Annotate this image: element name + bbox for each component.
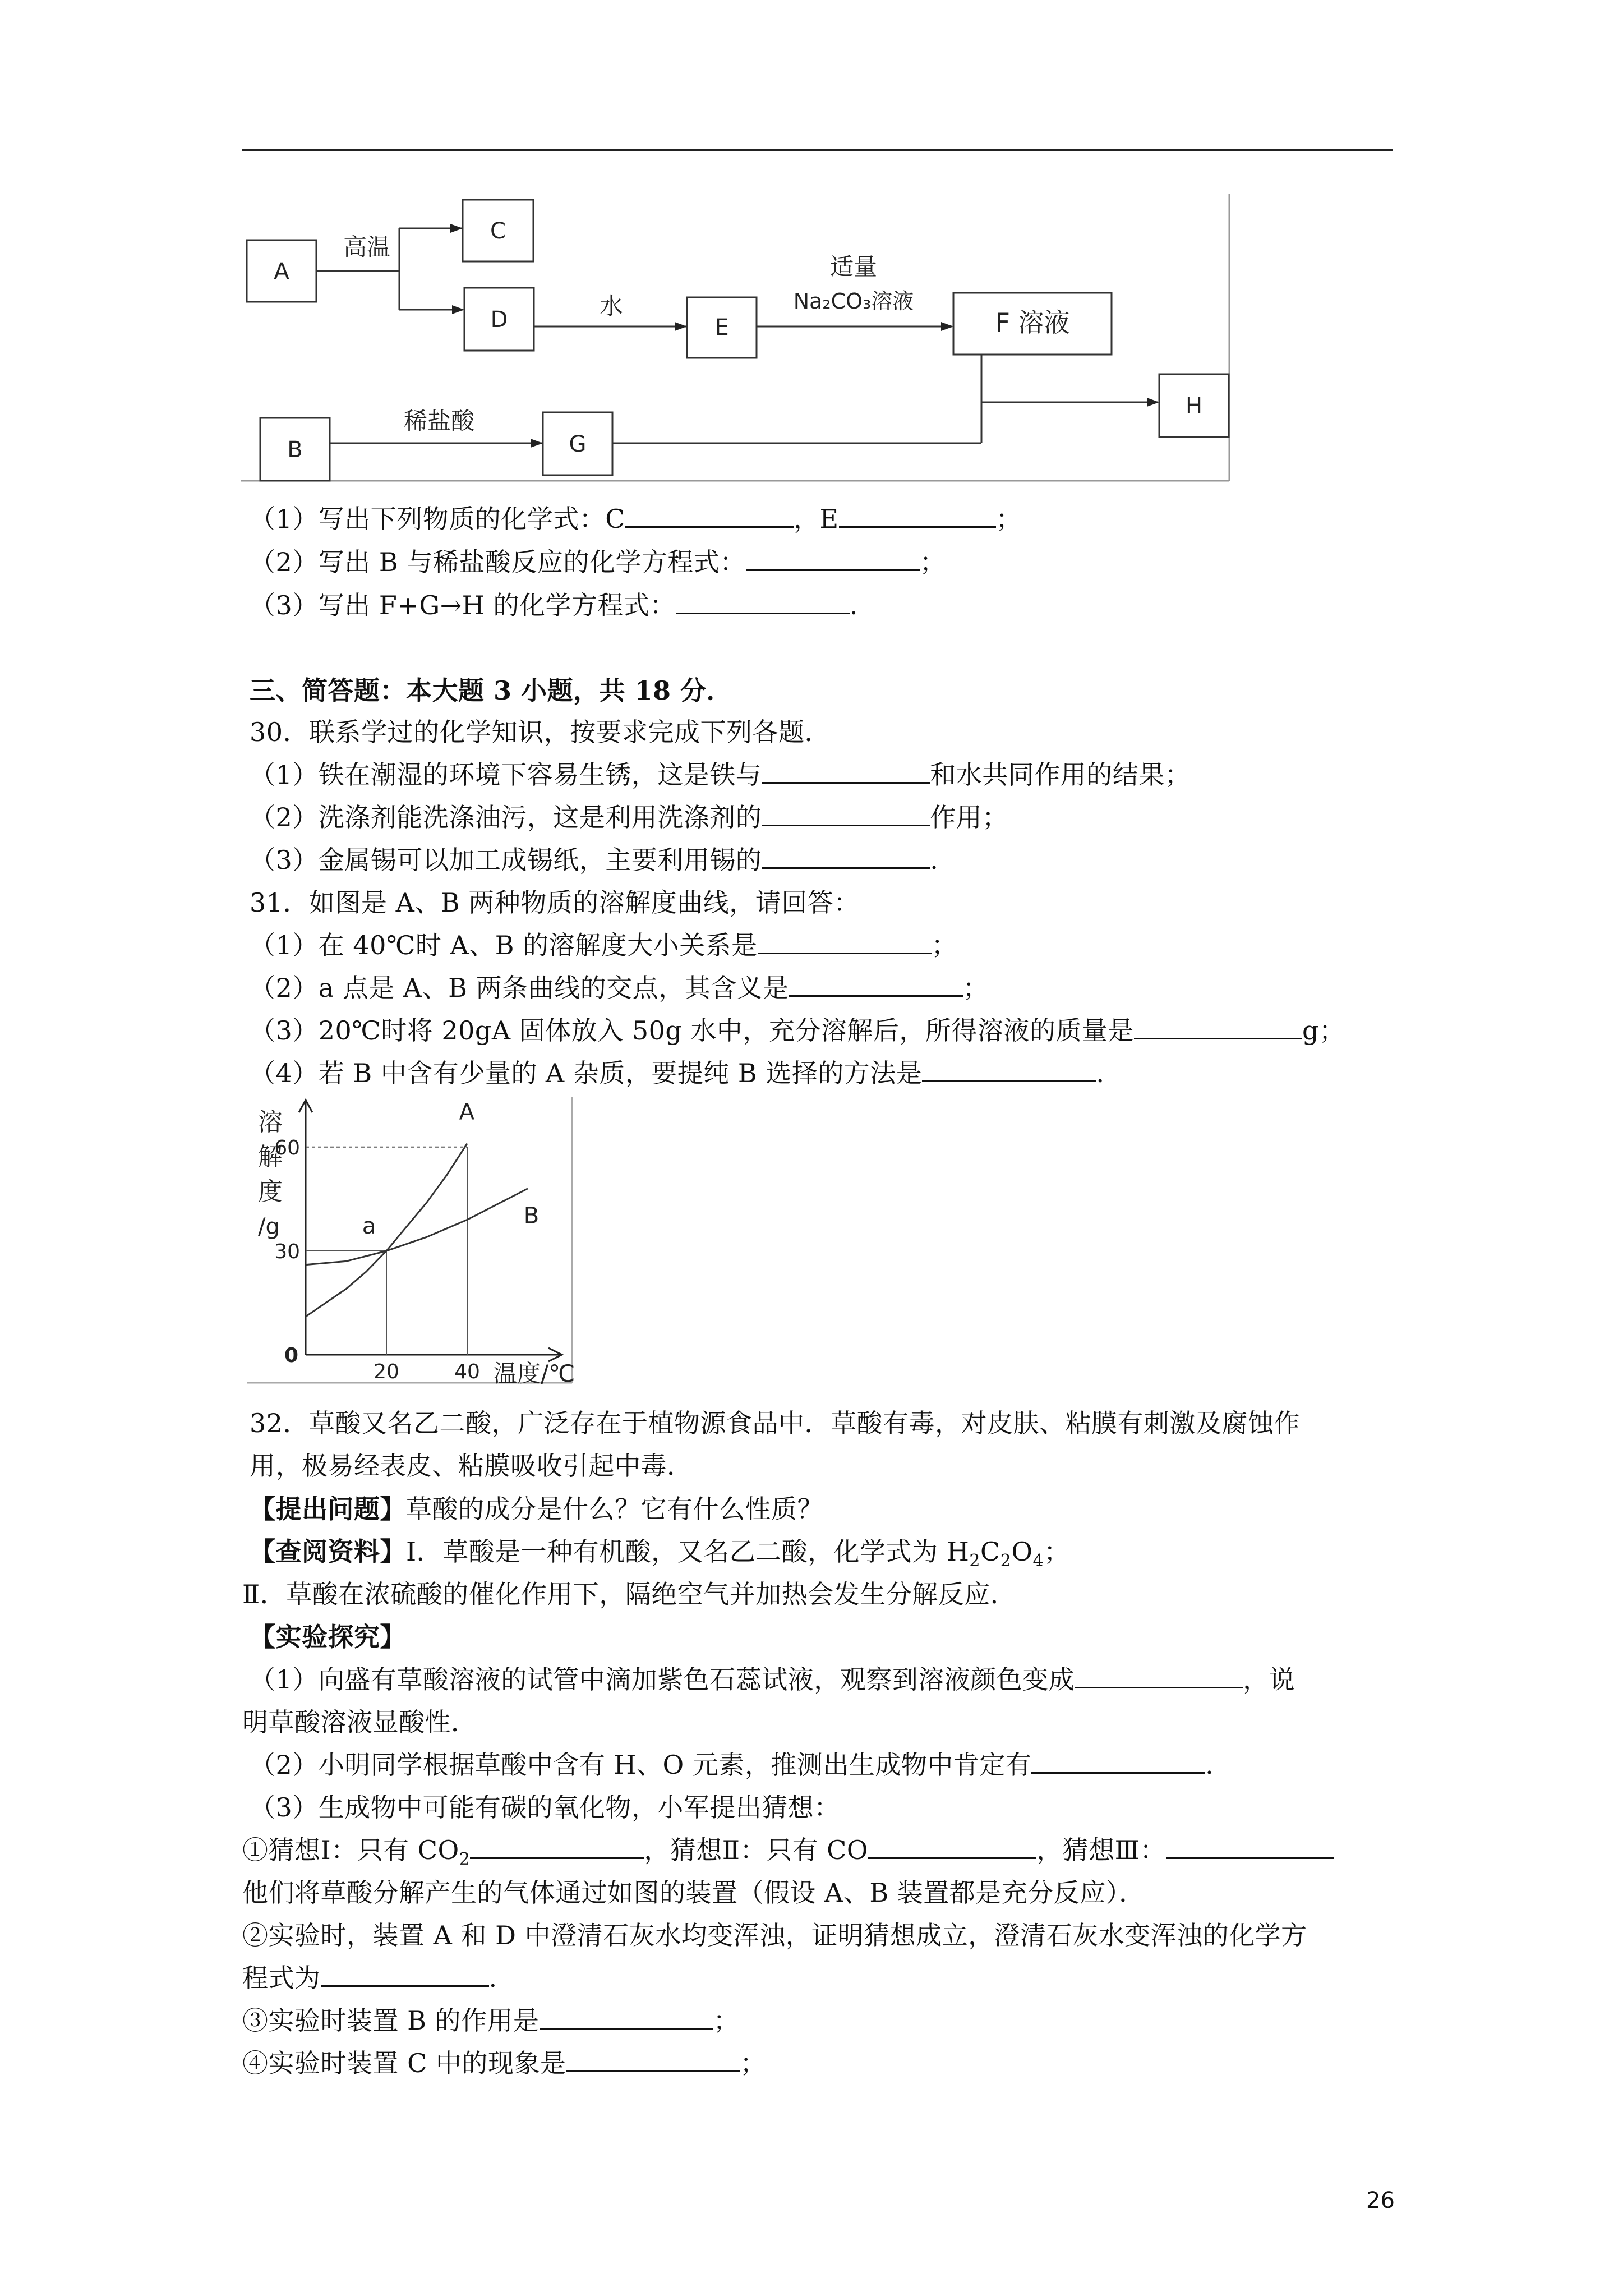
q30-line-1: （1）铁在潮湿的环境下容易生锈，这是铁与 和水共同作用的结果；: [250, 760, 1191, 790]
q32-exp-2: （2）小明同学根据草酸中含有 H、O 元素，推测出生成物中肯定有 ．: [250, 1750, 1232, 1780]
series-b-curve: [306, 1189, 528, 1265]
q30-line-2: （2）洗涤剂能洗涤油污，这是利用洗涤剂的 作用；: [250, 802, 1008, 832]
q30-blank-1[interactable]: [762, 760, 930, 784]
node-g-label: G: [569, 431, 587, 457]
q32-blank-device-b[interactable]: [540, 2005, 713, 2030]
edge-label-na2co3: Na₂CO₃溶液: [793, 289, 914, 314]
q32-exp-3: （3）生成物中可能有碳的氧化物，小军提出猜想：: [250, 1792, 840, 1823]
node-a-label: A: [274, 259, 289, 284]
q30-blank-3[interactable]: [762, 845, 930, 869]
section-3-heading: 三、简答题：本大题 3 小题，共 18 分．: [250, 675, 733, 706]
q29-blank-e[interactable]: [839, 504, 996, 528]
q32-para-2: 用，极易经表皮、粘膜吸收引起中毒．: [250, 1451, 693, 1481]
x-axis-label: 温度/℃: [494, 1360, 575, 1387]
node-c-label: C: [490, 218, 506, 244]
origin-label: 0: [284, 1344, 298, 1367]
q32-research-1: 【查阅资料】Ⅰ．草酸是一种有机酸，又名乙二酸，化学式为 $H_2C_2O_4$；: [250, 1536, 1070, 1571]
q29-line-3: （3）写出 F+G→H 的化学方程式： .: [250, 590, 858, 620]
series-a-label: A: [459, 1099, 474, 1125]
q32-step-2: ②实验时，装置 A 和 D 中澄清石灰水均变浑浊，证明猜想成立，澄清石灰水变浑浊的化学方: [242, 1920, 1307, 1950]
y-axis-label-4: /g: [258, 1214, 280, 1240]
series-b-label: B: [523, 1203, 540, 1229]
q31-blank-3[interactable]: [1134, 1015, 1302, 1039]
y-axis-label-2: 解: [258, 1143, 283, 1171]
q31-line-2: （2）a 点是 A、B 两条曲线的交点，其含义是 ；: [250, 973, 989, 1003]
q32-step-2-cont: 程式为 .: [242, 1963, 497, 1993]
q32-exp-1: （1）向盛有草酸溶液的试管中滴加紫色石蕊试液，观察到溶液颜色变成 ，说: [250, 1664, 1295, 1695]
edge-label-moderate: 适量: [829, 253, 878, 280]
edge-label-dilute-hcl: 稀盐酸: [403, 407, 475, 435]
y-axis-label-3: 度: [258, 1177, 283, 1206]
intersection-label: a: [362, 1213, 376, 1240]
q29-line-2: （2）写出 B 与稀盐酸反应的化学方程式： ；: [250, 547, 946, 577]
q32-question: 【提出问题】草酸的成分是什么？它有什么性质？: [250, 1494, 823, 1524]
q29-line-1: （1）写出下列物质的化学式：C ，E ；: [250, 504, 1022, 534]
q32-step-4: ④实验时装置 C 中的现象是 ；: [242, 2048, 766, 2078]
y-axis-label-1: 溶: [258, 1108, 283, 1137]
q30-line-3: （3）金属锡可以加工成锡纸，主要利用锡的 .: [250, 845, 939, 875]
q30-blank-2[interactable]: [762, 802, 930, 826]
q32-blank-product[interactable]: [1031, 1750, 1205, 1774]
q32-blank-guess-1[interactable]: [470, 1835, 644, 1859]
q31-intro: 31．如图是 A、B 两种物质的溶解度曲线，请回答：: [250, 887, 860, 918]
q32-blank-equation[interactable]: [321, 1963, 489, 1987]
y-tick-label-30: 30: [274, 1240, 300, 1263]
solubility-chart: [247, 1097, 583, 1388]
q31-blank-2[interactable]: [789, 973, 963, 997]
node-e-label: E: [714, 315, 729, 341]
q31-line-1: （1）在 40℃时 A、B 的溶解度大小关系是 ；: [250, 930, 958, 960]
q32-blank-color[interactable]: [1075, 1664, 1243, 1688]
q32-experiment-heading: 【实验探究】: [250, 1622, 406, 1652]
header-rule: [242, 149, 1393, 151]
q31-blank-1[interactable]: [758, 930, 932, 954]
x-tick-label-40: 40: [454, 1360, 480, 1383]
q30-intro: 30．联系学过的化学知识，按要求完成下列各题．: [250, 717, 831, 747]
node-f-label: F 溶液: [995, 307, 1070, 338]
q29-blank-fg-equation[interactable]: [676, 590, 850, 614]
node-d-label: D: [490, 307, 508, 333]
q32-research-2: Ⅱ．草酸在浓硫酸的催化作用下，隔绝空气并加热会发生分解反应．: [242, 1579, 1017, 1609]
q32-blank-guess-2[interactable]: [868, 1835, 1036, 1859]
q29-blank-b-equation[interactable]: [746, 547, 920, 571]
y-tick-label-60: 60: [274, 1136, 300, 1159]
q32-setup: 他们将草酸分解产生的气体通过如图的装置（假设 A、B 装置都是充分反应）．: [242, 1878, 1145, 1908]
q32-exp-1-cont: 明草酸溶液显酸性．: [242, 1707, 477, 1737]
q31-line-4: （4）若 B 中含有少量的 A 杂质，要提纯 B 选择的方法是 .: [250, 1058, 1105, 1088]
q31-blank-4[interactable]: [922, 1058, 1096, 1082]
page-number: 26: [1366, 2188, 1395, 2214]
q29-blank-c[interactable]: [625, 504, 794, 528]
reaction-flowchart: [241, 194, 1251, 485]
q32-guesses: ①猜想Ⅰ：只有 $CO_2$ ，猜想Ⅱ：只有 CO ，猜想Ⅲ：: [242, 1830, 1334, 1879]
node-b-label: B: [287, 437, 303, 463]
q32-blank-device-c[interactable]: [566, 2048, 740, 2072]
x-tick-label-20: 20: [374, 1360, 399, 1383]
node-h-label: H: [1185, 393, 1203, 419]
edge-label-water: 水: [599, 292, 624, 320]
q32-para-1: 32．草酸又名乙二酸，广泛存在于植物源食品中．草酸有毒，对皮肤、粘膜有刺激及腐蚀作: [250, 1408, 1301, 1438]
q32-step-3: ③实验时装置 B 的作用是 ；: [242, 2005, 740, 2036]
edge-label-high-temp: 高温: [343, 233, 391, 261]
q31-line-3: （3）20℃时将 20gA 固体放入 50g 水中，充分溶解后，所得溶液的质量是 g；: [250, 1015, 1345, 1046]
q32-blank-guess-3[interactable]: [1166, 1835, 1334, 1859]
